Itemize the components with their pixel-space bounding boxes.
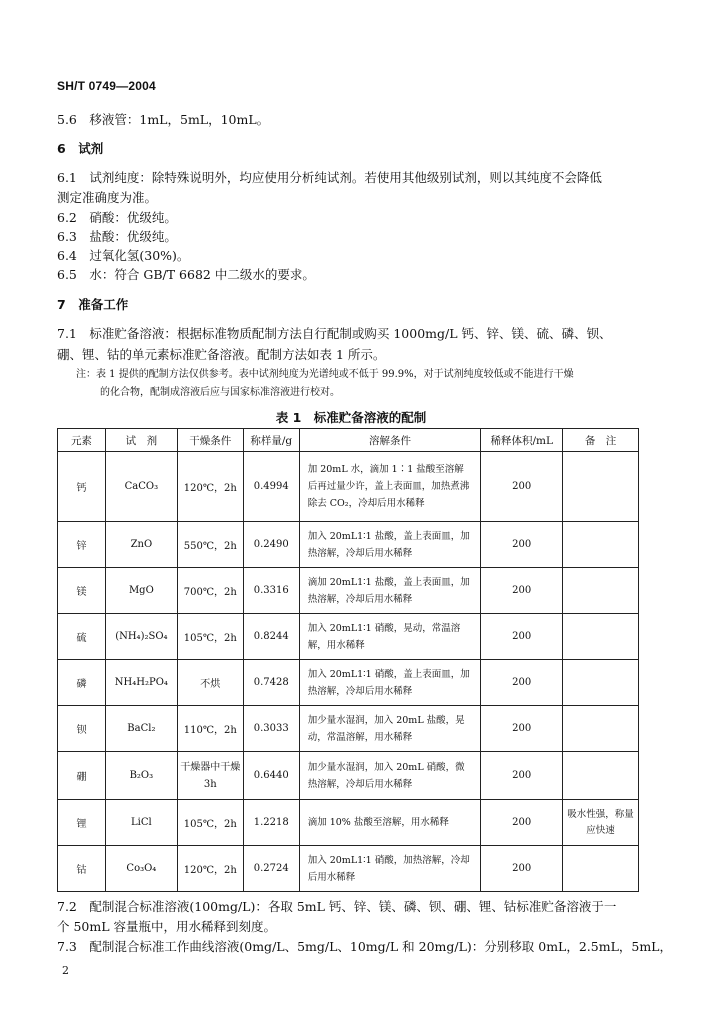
cell-drying: 700℃，2h — [177, 568, 243, 614]
cell-element: 硼 — [58, 752, 106, 800]
cell-reagent: ZnO — [105, 522, 177, 568]
table-row — [58, 800, 639, 846]
note-line2: 的化合物，配制成溶液后应与国家标准溶液进行校对。 — [100, 387, 340, 398]
cell-element: 钙 — [58, 452, 106, 522]
cell-volume: 200 — [481, 522, 563, 568]
cell-reagent: B₂O₃ — [105, 752, 177, 800]
cell-dissolve: 加 20mL 水，滴加 1∶1 盐酸至溶解后再过量少许，盖上表面皿，加热煮沸除去 CO₂，冷却后用水稀释 — [299, 452, 481, 522]
table-row — [58, 522, 639, 568]
cell-mass: 0.7428 — [243, 660, 299, 706]
table-row — [58, 568, 639, 614]
table-row — [58, 752, 639, 800]
clause-6-3: 6.3 盐酸：优级纯。 — [57, 229, 177, 244]
cell-remark — [563, 522, 639, 568]
cell-reagent: BaCl₂ — [105, 706, 177, 752]
cell-dissolve: 加入 20mL1∶1 硝酸，加热溶解，冷却后用水稀释 — [299, 846, 481, 892]
cell-drying: 120℃，2h — [177, 452, 243, 522]
cell-volume: 200 — [481, 706, 563, 752]
cell-volume: 200 — [481, 452, 563, 522]
cell-dissolve: 加入 20mL1∶1 盐酸，盖上表面皿，加热溶解，冷却后用水稀释 — [299, 522, 481, 568]
cell-dissolve: 滴加 20mL1∶1 盐酸，盖上表面皿，加热溶解，冷却后用水稀释 — [299, 568, 481, 614]
header-drying: 干燥条件 — [177, 429, 243, 452]
cell-drying: 550℃，2h — [177, 522, 243, 568]
cell-reagent: Co₃O₄ — [105, 846, 177, 892]
section-6-heading: 6 试剂 — [57, 141, 104, 156]
standard-solution-table — [57, 428, 639, 892]
table-header-row — [58, 429, 639, 452]
clause-5-6: 5.6 移液管：1mL，5mL，10mL。 — [57, 112, 270, 127]
header-volume: 稀释体积/mL — [481, 429, 563, 452]
cell-remark — [563, 568, 639, 614]
header-remark: 备 注 — [563, 429, 639, 452]
cell-volume: 200 — [481, 568, 563, 614]
table-row — [58, 846, 639, 892]
cell-element: 镁 — [58, 568, 106, 614]
header-dissolve: 溶解条件 — [299, 429, 481, 452]
cell-mass: 1.2218 — [243, 800, 299, 846]
cell-dissolve: 加入 20mL1∶1 硝酸，晃动，常温溶解，用水稀释 — [299, 614, 481, 660]
cell-reagent: (NH₄)₂SO₄ — [105, 614, 177, 660]
table-caption: 表 1 标准贮备溶液的配制 — [275, 410, 427, 425]
cell-mass: 0.2724 — [243, 846, 299, 892]
clause-7-2-line1: 7.2 配制混合标准溶液(100mg/L)：各取 5mL 钙、锌、镁、磷、钡、硼、锂、钴标准贮备溶液于一 — [57, 899, 617, 914]
clause-6-4: 6.4 过氧化氢(30%)。 — [57, 248, 190, 263]
cell-element: 钡 — [58, 706, 106, 752]
header-mass: 称样量/g — [243, 429, 299, 452]
clause-6-1-line1: 6.1 试剂纯度：除特殊说明外，均应使用分析纯试剂。若使用其他级别试剂，则以其纯度不会降低 — [57, 170, 602, 185]
cell-element: 硫 — [58, 614, 106, 660]
cell-mass: 0.3033 — [243, 706, 299, 752]
cell-volume: 200 — [481, 800, 563, 846]
table-row — [58, 706, 639, 752]
cell-mass: 0.6440 — [243, 752, 299, 800]
clause-7-1-line1: 7.1 标准贮备溶液：根据标准物质配制方法自行配制或购买 1000mg/L 钙、锌、镁、硫、磷、钡、 — [57, 326, 612, 341]
cell-remark — [563, 452, 639, 522]
clause-6-2: 6.2 硝酸：优级纯。 — [57, 210, 177, 225]
cell-mass: 0.3316 — [243, 568, 299, 614]
cell-drying: 105℃，2h — [177, 614, 243, 660]
cell-remark — [563, 614, 639, 660]
cell-mass: 0.4994 — [243, 452, 299, 522]
clause-7-3-line1: 7.3 配制混合标准工作曲线溶液(0mg/L、5mg/L、10mg/L 和 20mg/L)：分别移取 0mL，2.5mL，5mL， — [57, 939, 672, 954]
cell-element: 磷 — [58, 660, 106, 706]
cell-remark — [563, 660, 639, 706]
header-element: 元素 — [58, 429, 106, 452]
cell-mass: 0.8244 — [243, 614, 299, 660]
cell-volume: 200 — [481, 660, 563, 706]
cell-drying: 105℃，2h — [177, 800, 243, 846]
cell-reagent: LiCl — [105, 800, 177, 846]
header-reagent: 试 剂 — [105, 429, 177, 452]
cell-reagent: CaCO₃ — [105, 452, 177, 522]
standard-code-header: SH/T 0749—2004 — [57, 79, 156, 93]
cell-element: 锌 — [58, 522, 106, 568]
cell-remark — [563, 752, 639, 800]
note-line1: 注：表 1 提供的配制方法仅供参考。表中试剂纯度为光谱纯或不低于 99.9%，对于试剂纯度较低或不能进行干燥 — [76, 369, 574, 380]
cell-reagent: MgO — [105, 568, 177, 614]
cell-drying: 110℃，2h — [177, 706, 243, 752]
table-row — [58, 660, 639, 706]
section-7-heading: 7 准备工作 — [57, 297, 129, 312]
cell-reagent: NH₄H₂PO₄ — [105, 660, 177, 706]
cell-element: 锂 — [58, 800, 106, 846]
clause-6-5: 6.5 水：符合 GB/T 6682 中二级水的要求。 — [57, 267, 315, 282]
cell-remark: 吸水性强，称量应快速 — [563, 800, 639, 846]
clause-7-1-line2: 硼、锂、钴的单元素标准贮备溶液。配制方法如表 1 所示。 — [57, 347, 386, 362]
cell-remark — [563, 706, 639, 752]
clause-6-1-line2: 测定准确度为准。 — [57, 190, 158, 205]
cell-volume: 200 — [481, 752, 563, 800]
cell-remark — [563, 846, 639, 892]
cell-element: 钴 — [58, 846, 106, 892]
cell-volume: 200 — [481, 614, 563, 660]
cell-drying: 干燥器中干燥 3h — [177, 752, 243, 800]
cell-dissolve: 加入 20mL1∶1 硝酸，盖上表面皿，加热溶解，冷却后用水稀释 — [299, 660, 481, 706]
table-row — [58, 614, 639, 660]
cell-drying: 120℃，2h — [177, 846, 243, 892]
clause-7-2-line2: 个 50mL 容量瓶中，用水稀释到刻度。 — [57, 919, 277, 934]
table-row — [58, 452, 639, 522]
cell-dissolve: 加少量水湿润，加入 20mL 硝酸，微热溶解，冷却后用水稀释 — [299, 752, 481, 800]
cell-drying: 不烘 — [177, 660, 243, 706]
page-number: 2 — [62, 964, 69, 977]
cell-mass: 0.2490 — [243, 522, 299, 568]
cell-volume: 200 — [481, 846, 563, 892]
cell-dissolve: 加少量水湿润，加入 20mL 盐酸，晃动，常温溶解，用水稀释 — [299, 706, 481, 752]
cell-dissolve: 滴加 10% 盐酸至溶解，用水稀释 — [299, 800, 481, 846]
